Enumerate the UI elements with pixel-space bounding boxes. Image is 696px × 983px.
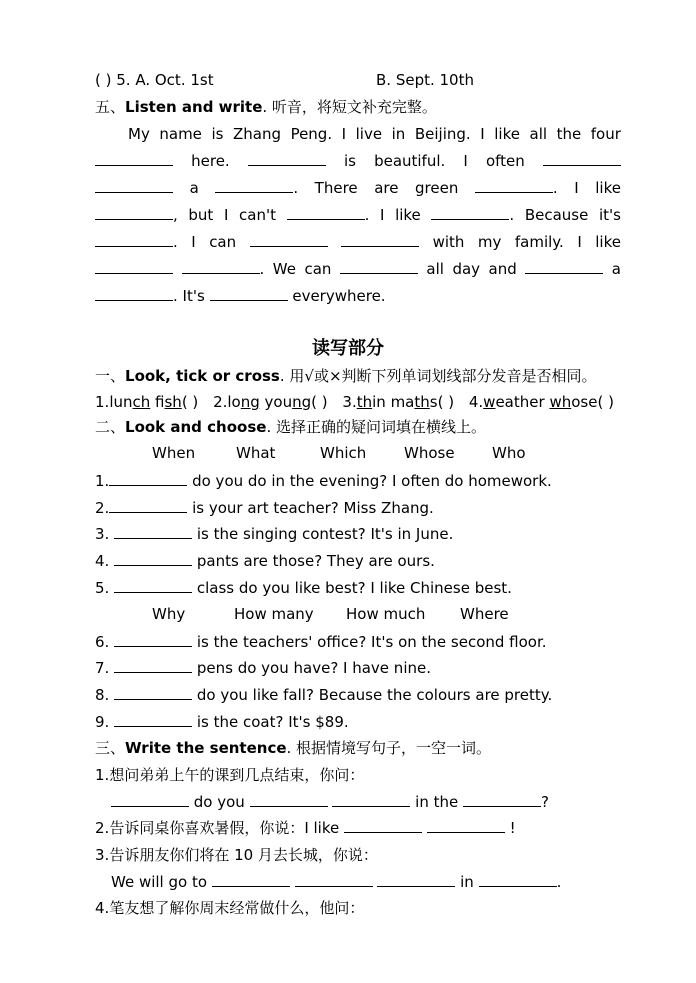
blank[interactable] <box>427 818 505 833</box>
writing-prompt-1: 1.想问弟弟上午的课到几点结束，你问： <box>95 766 365 784</box>
blank[interactable] <box>95 178 173 193</box>
passage-line-5: . I can with my family. I like <box>95 232 621 252</box>
blank[interactable] <box>95 286 173 301</box>
word-option: Which <box>320 444 367 462</box>
blank[interactable] <box>182 259 260 274</box>
question-row: 5. class do you like best? I like Chinese best. <box>95 579 512 597</box>
blank[interactable] <box>95 232 173 247</box>
phonics-pairs <box>95 392 655 412</box>
blank[interactable] <box>212 872 290 887</box>
answer-paren[interactable]: ( ) <box>181 393 199 411</box>
passage-line-4: , but I can't . I like . Because it's <box>95 205 621 225</box>
blank[interactable] <box>111 792 189 807</box>
rw-section-3-heading: 三、Write the sentence. 根据情境写句子，一空一词。 <box>95 739 492 757</box>
passage-line-7: . It's everywhere. <box>95 286 621 306</box>
blank[interactable] <box>210 286 288 301</box>
rw-section-2-heading: 二、Look and choose. 选择正确的疑问词填在横线上。 <box>95 418 486 436</box>
writing-answer-3: We will go to in . <box>111 873 562 891</box>
blank[interactable] <box>114 712 192 727</box>
phonics-pair-1: 1.lunch fish( ) <box>95 393 199 411</box>
blank[interactable] <box>109 471 187 486</box>
phonics-pair-3: 3.thin maths( ) <box>342 393 455 411</box>
blank[interactable] <box>114 658 192 673</box>
option-b: B. Sept. 10th <box>376 71 474 89</box>
phonics-pair-2: 2.long young( ) <box>213 393 328 411</box>
passage-line-3: a . There are green . I like <box>95 178 621 198</box>
writing-prompt-3: 3.告诉朋友你们将在 10 月去长城，你说： <box>95 846 378 864</box>
section-title: Listen and write <box>125 98 263 116</box>
question-row: 2. is your art teacher? Miss Zhang. <box>95 499 434 517</box>
blank[interactable] <box>463 792 541 807</box>
blank[interactable] <box>295 872 373 887</box>
writing-answer-1: do you in the ? <box>111 792 637 812</box>
blank[interactable] <box>250 792 328 807</box>
question-row: 4. pants are those? They are ours. <box>95 552 435 570</box>
blank[interactable] <box>95 259 173 274</box>
blank[interactable] <box>344 818 422 833</box>
question-row: 6. is the teachers' office? It's on the second floor. <box>95 633 547 651</box>
passage-line-1: My name is Zhang Peng. I live in Beijing. I like all the four <box>128 125 621 143</box>
passage-line-6: . We can all day and a <box>95 259 621 279</box>
blank[interactable] <box>431 205 509 220</box>
passage-line-2: here. is beautiful. I often <box>95 151 621 171</box>
section-5-heading: 五、Listen and write. 听音，将短文补充完整。 <box>95 98 437 116</box>
word-option: What <box>236 444 276 462</box>
word-option: Who <box>492 444 526 462</box>
rw-section-1-heading: 一、Look, tick or cross. 用√或×判断下列单词划线部分发音是否相同。 <box>95 367 597 385</box>
blank[interactable] <box>543 151 621 166</box>
answer-paren[interactable]: ( ) <box>437 393 455 411</box>
answer-paren[interactable]: ( ) <box>597 393 614 411</box>
answer-paren[interactable]: ( ) <box>95 71 112 89</box>
word-option: How much <box>346 605 426 623</box>
blank[interactable] <box>114 632 192 647</box>
word-option: When <box>152 444 196 462</box>
blank[interactable] <box>475 178 553 193</box>
blank[interactable] <box>114 551 192 566</box>
writing-prompt-2: 2.告诉同桌你喜欢暑假，你说：I like ! <box>95 819 516 837</box>
blank[interactable] <box>109 498 187 513</box>
phonics-pair-4: 4.weather whose( ) <box>468 393 614 411</box>
blank[interactable] <box>341 232 419 247</box>
question-row: 8. do you like fall? Because the colours are pretty. <box>95 686 553 704</box>
word-option: Whose <box>404 444 455 462</box>
blank[interactable] <box>215 178 293 193</box>
blank[interactable] <box>479 872 557 887</box>
writing-prompt-4: 4.笔友想了解你周末经常做什么，他问： <box>95 899 365 917</box>
blank[interactable] <box>114 685 192 700</box>
blank[interactable] <box>95 205 173 220</box>
blank[interactable] <box>287 205 365 220</box>
question-5 <box>95 70 621 90</box>
blank[interactable] <box>340 259 418 274</box>
question-row: 7. pens do you have? I have nine. <box>95 659 431 677</box>
blank[interactable] <box>332 792 410 807</box>
blank[interactable] <box>114 524 192 539</box>
blank[interactable] <box>525 259 603 274</box>
word-option: Why <box>152 605 186 623</box>
word-option: Where <box>460 605 509 623</box>
blank[interactable] <box>95 151 173 166</box>
option-a: 5. A. Oct. 1st <box>116 71 214 89</box>
section-heading: 读写部分 <box>312 338 384 359</box>
blank[interactable] <box>114 578 192 593</box>
blank[interactable] <box>377 872 455 887</box>
question-row: 1. do you do in the evening? I often do homework. <box>95 472 552 490</box>
answer-paren[interactable]: ( ) <box>311 393 328 411</box>
word-option: How many <box>234 605 314 623</box>
blank[interactable] <box>248 151 326 166</box>
question-row: 9. is the coat? It's $89. <box>95 713 349 731</box>
blank[interactable] <box>250 232 328 247</box>
question-row: 3. is the singing contest? It's in June. <box>95 525 454 543</box>
